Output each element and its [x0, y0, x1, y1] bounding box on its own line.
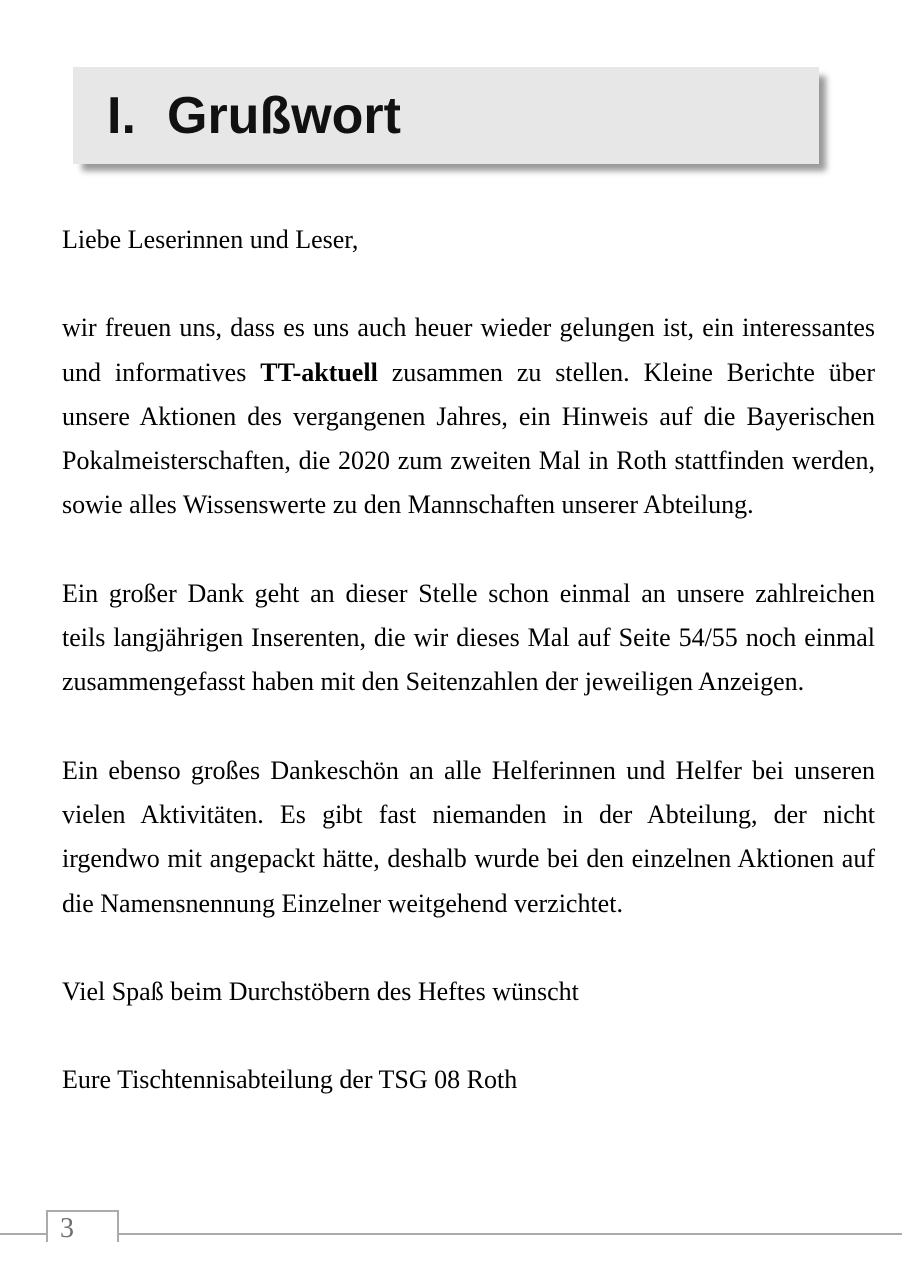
- salutation: Liebe Leserinnen und Leser,: [62, 225, 359, 254]
- paragraph-3: Ein ebenso großes Dankeschön an alle Helferinnen und Helfer bei unseren vielen Aktivitäten. Es gibt fast niemanden in der Abteilung, der nicht irgendwo mit angepackt hätte, deshalb wurde bei den einzelnen Aktionen auf die Namensnennung Einzelner weitgehend verzichtet.: [62, 755, 875, 918]
- section-numeral: I.: [107, 86, 136, 145]
- section-title: Grußwort: [167, 86, 401, 145]
- paragraph-1-bold-term: TT-aktuell: [260, 357, 378, 387]
- paragraph-1-text-cont: zusammen zu stellen. Kleine Berichte über unsere Aktionen des vergangenen Jahres, ein Hinweis auf die Bayerischen Pokalmeisterschaften, die 2020 zum zweiten Mal in Roth stattfinden werden, sowie alles Wissenswerte zu den Mannschaften unserer Abteilung.: [62, 357, 875, 520]
- page-number: 3: [60, 1213, 74, 1244]
- paragraph-1: [62, 306, 875, 527]
- footer-rule-left: [0, 1233, 46, 1235]
- footer-rule-right: [119, 1233, 902, 1235]
- paragraph-1-text: wir freuen uns, dass es uns auch heuer wieder gelungen ist, ein interessantes und informatives: [62, 313, 875, 387]
- signature-line: Eure Tischtennisabteilung der TSG 08 Roth: [62, 1065, 518, 1095]
- page-number-tab: [46, 1210, 119, 1242]
- body-text: [62, 218, 875, 1102]
- section-header: [73, 67, 819, 164]
- closing-line: Viel Spaß beim Durchstöbern des Heftes wünscht: [62, 976, 579, 1006]
- paragraph-2: Ein großer Dank geht an dieser Stelle schon einmal an unsere zahlreichen teils langjährigen Inserenten, die wir dieses Mal auf Seite 54/55 noch einmal zusammengefasst haben mit den Seitenzahlen der jeweiligen Anzeigen.: [62, 578, 875, 697]
